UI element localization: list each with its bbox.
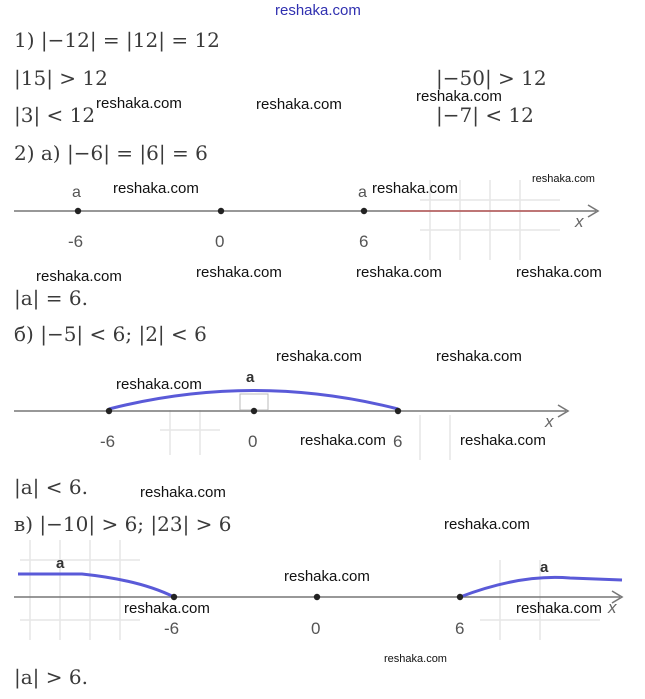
watermark: reshaka.com [256,96,342,113]
watermark: reshaka.com [284,568,370,585]
number-line-b [14,391,568,418]
watermark: reshaka.com [196,264,282,281]
line-3-right: |−7| < 12 [436,103,534,127]
line-c-tick-neg6: -6 [164,619,180,638]
line-a-point-label-right: a [358,184,367,201]
watermark: reshaka.com [113,180,199,197]
line-c-point-label-left: a [56,555,65,572]
line-b-axis-label: x [545,412,554,431]
line-c-point-label-right: a [540,559,549,576]
line-a-tick-neg6: -6 [68,232,84,251]
watermark: reshaka.com [416,88,502,105]
line-a-axis-label: x [575,212,584,231]
line-c-tick-0: 0 [311,619,321,638]
watermark: reshaka.com [444,516,530,533]
watermark: reshaka.com [384,653,447,665]
watermark: reshaka.com [300,432,386,449]
line-b-tick-6: 6 [393,432,403,451]
line-9: |a| > 6. [14,665,88,689]
watermark: reshaka.com [436,348,522,365]
watermark: reshaka.com [36,268,122,285]
line-b-point-label: a [246,369,255,386]
watermark: reshaka.com [460,432,546,449]
line-c-axis-label: x [608,598,617,617]
line-c-tick-6: 6 [455,619,465,638]
line-7: |a| < 6. [14,475,88,499]
number-line-a [14,205,598,217]
line-a-tick-6: 6 [359,232,369,251]
watermark: reshaka.com [124,600,210,617]
watermark: reshaka.com [532,173,595,185]
line-3-left: |3| < 12 [14,103,96,127]
watermark-top: reshaka.com [275,2,361,19]
line-8: в) |−10| > 6; |23| > 6 [14,512,232,536]
line-2-right: |−50| > 12 [436,66,547,90]
watermark: reshaka.com [140,484,226,501]
line-a-tick-0: 0 [215,232,225,251]
watermark: reshaka.com [516,600,602,617]
watermark: reshaka.com [356,264,442,281]
watermark: reshaka.com [372,180,458,197]
line-b-tick-neg6: -6 [100,432,116,451]
watermark: reshaka.com [276,348,362,365]
line-1: 1) |−12| = |12| = 12 [14,28,220,52]
watermark: reshaka.com [516,264,602,281]
watermark: reshaka.com [116,376,202,393]
line-6: б) |−5| < 6; |2| < 6 [14,322,207,346]
line-b-tick-0: 0 [248,432,258,451]
line-a-point-label-left: a [72,184,81,201]
line-5: |a| = 6. [14,286,88,310]
line-2-left: |15| > 12 [14,66,108,90]
watermark: reshaka.com [96,95,182,112]
line-4: 2) а) |−6| = |6| = 6 [14,141,208,165]
